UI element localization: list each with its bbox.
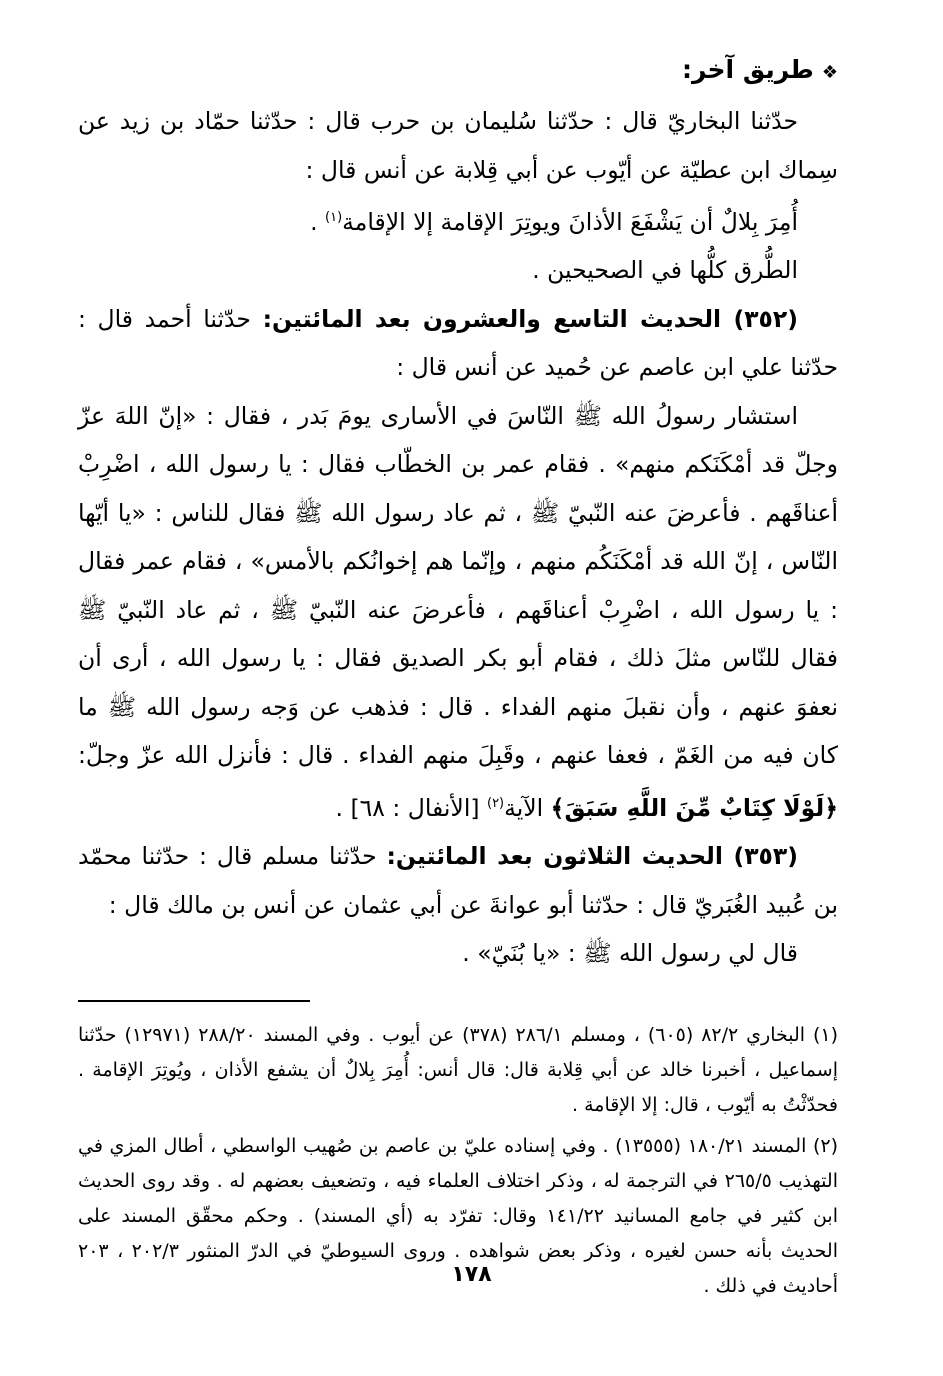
paragraph-note	[78, 246, 838, 295]
footnote-2: (٢) المسند ١٨٠/٢١ (١٣٥٥٥) . وفي إسناده عليّ بن عاصم بن صُهيب الواسطي ، أطال المزي في التهذيب ٢٦٥/٥ في الترجمة له ، وذكر اختلاف العلماء فيه ، وتضعيف بعضهم له . وقد روى الحديث ابن كثير في جامع المسانيد ١٤١/٢٢ وقال: تفرّد به (أي المسند) . وحكم محقّق المسند على الحديث بأنه حسن لغيره ، وذكر بعض شواهده . وروى السيوطيّ في الدرّ المنثور ٢٠٢/٣ ، ٢٠٣ أحاديث في ذلك .	[78, 1134, 839, 1297]
hadith-title: الحديث التاسع والعشرون بعد المائتين:	[262, 304, 734, 333]
page-number: ١٧٨	[451, 1262, 492, 1287]
paragraph-text: الطُّرق كلُّها في الصحيحين .	[532, 256, 798, 285]
diamond-bullet-icon: ❖	[821, 62, 838, 83]
footnote-separator	[78, 1000, 310, 1002]
paragraph-tail: [الأنفال : ٦٨] .	[335, 793, 487, 822]
hadith-number: (٣٥٢)	[733, 304, 798, 333]
hadith-title: الحديث الثلاثون بعد المائتين:	[386, 842, 734, 871]
paragraph-hadith-353	[78, 832, 838, 929]
section-heading	[78, 50, 838, 93]
paragraph-hadith-352	[78, 295, 838, 392]
footnote-1: (١) البخاري ٨٢/٢ (٦٠٥) ، ومسلم ٢٨٦/١ (٣٧٨) عن أيوب . وفي المسند ٢٨٨/٢٠ (١٢٩٧١) حدّثنا إسماعيل ، أخبرنا خالد عن أبي قِلابة قال: قال أنس: أُمِرَ بِلالٌ أن يشفع الأذان ، ويُوتِرَ الإقامة . فحدّثْتُ به أيّوب ، قال: إلا الإقامة .	[78, 1023, 839, 1116]
paragraph-hadith-matn	[78, 194, 838, 246]
paragraph-text: قال لي رسول الله ﷺ : «يا بُنَيّ» .	[462, 939, 798, 968]
paragraph-text: حدّثنا مسلم قال : حدّثنا محمّد بن عُبيد الغُبَريّ قال : حدّثنا أبو عوانةَ عن أبي عثمان عن أنس بن مالك قال :	[78, 842, 838, 919]
hadith-number: (٣٥٣)	[733, 842, 798, 871]
paragraph-tail: .	[310, 207, 326, 236]
paragraph-text: أُمِرَ بِلالٌ أن يَشْفَعَ الأذانَ ويوتِرَ الإقامة إلا الإقامة	[342, 207, 798, 236]
footnote-ref-1[interactable]: (١)	[325, 210, 343, 225]
paragraph-text: حدّثنا البخاريّ قال : حدّثنا سُليمان بن حرب قال : حدّثنا حمّاد بن زيد عن سِماك ابن عطيّة عن أيّوب عن أبي قِلابة عن أنس قال :	[78, 107, 838, 184]
quran-verse: ﴿لَوْلَا كِتَابٌ مِّنَ اللَّهِ سَبَقَ﴾	[550, 793, 838, 822]
footnote-separator-wrap	[78, 978, 838, 1018]
page-body	[78, 50, 838, 1310]
section-heading-text: طريق آخر:	[681, 55, 814, 84]
footnote-ref-2[interactable]: (٢)	[486, 795, 505, 811]
paragraph-text: استشار رسولُ الله ﷺ النّاسَ في الأسارى يومَ بَدر ، فقال : «إنّ اللهَ عزّ وجلّ قد أمْكَنَكم منهم» . فقام عمر بن الخطّاب فقال : يا رسول الله ، اضْرِبْ أعناقَهم . فأعرضَ عنه النّبيّ ﷺ ، ثم عاد رسول الله ﷺ فقال للناس : «يا أيّها النّاس ، إنّ الله قد أمْكَنَكُم منهم ، وإنّما هم إخوانُكم بالأمس» ، فقام عمر فقال : يا رسول الله ، اضْرِبْ أعناقَهم ، فأعرضَ عنه النّبيّ ﷺ ، ثم عاد النّبيّ ﷺ فقال للنّاس مثلَ ذلك ، فقام أبو بكر الصديق فقال : يا رسول الله ، أرى أن نعفوَ عنهم ، وأن نقبلَ منهم الفداء . قال : فذهب عن وَجه رسول الله ﷺ ما كان فيه من الغَمّ ، فعفا عنهم ، وقَبِلَ منهم الفداء . قال : فأنزل الله عزّ وجلّ:	[78, 401, 838, 770]
paragraph-hadith-352-matn	[78, 392, 838, 832]
paragraph-text: حدّثنا أحمد قال : حدّثنا علي ابن عاصم عن حُميد عن أنس قال :	[78, 304, 838, 382]
paragraph-after: الآية	[504, 793, 551, 822]
paragraph-hadith-353-matn	[78, 929, 838, 978]
paragraph-chain	[78, 97, 838, 194]
